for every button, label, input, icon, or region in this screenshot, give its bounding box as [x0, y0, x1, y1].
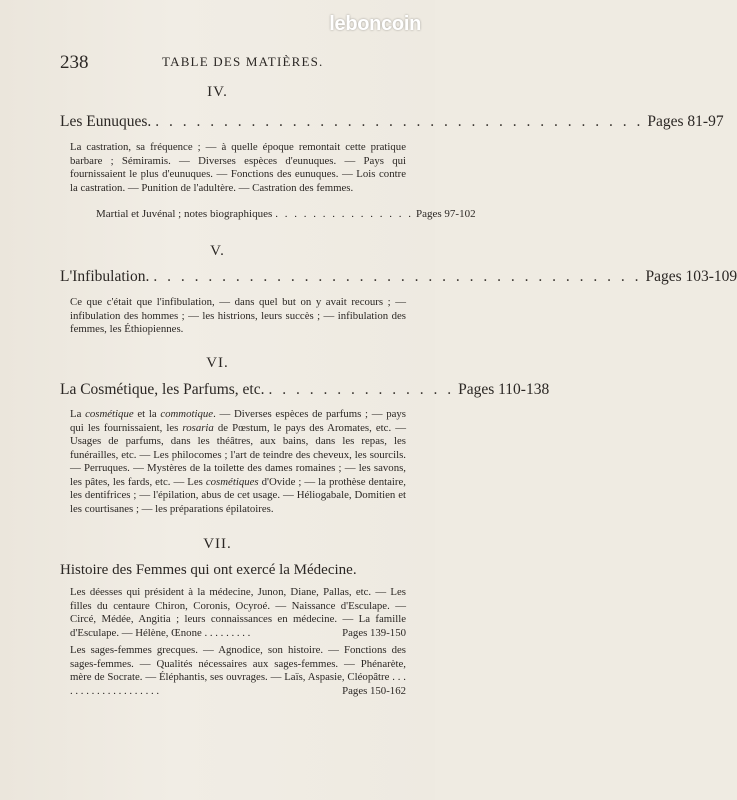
section-iv-subentry-title: Martial et Juvénal ; notes biographiques — [96, 208, 273, 220]
section-iv-subentry — [96, 208, 476, 220]
section-iv-title: Les Eunuques. — [60, 113, 152, 130]
section-vii-summary-1 — [70, 586, 406, 640]
italic-term: commotique — [160, 408, 214, 420]
dot-leader: . . . . . . . . . . . . . . — [268, 381, 455, 398]
dot-leader: . . . . . . . . . . . . . . . . . . . . . . . . . . . . . . . . . . . . — [153, 268, 642, 285]
section-vii-title: Histoire des Femmes qui ont exercé la Médecine. — [60, 562, 357, 578]
text-run: . — Diverses espèces de parfums ; — pays qui les fournissaient, les — [70, 408, 406, 434]
section-vi-heading — [60, 381, 550, 399]
dot-leader: . . . . . . . . . — [204, 626, 251, 639]
text-run: La — [70, 408, 86, 420]
section-vi-summary — [70, 408, 406, 516]
section-iv-numeral: IV. — [207, 84, 228, 100]
text-run: Les déesses qui président à la médecine, Junon, Diane, Pallas, etc. — Les filles du centaure Chiron, Coronis, Ocyroé. — Naissance d'Esculape. — Circé, Médée, Angitia ; leurs connaissances en médecine. — La famille d'Esculape. — Hélène, Œnone — [70, 586, 406, 639]
section-iv-pages: Pages 81-97 — [647, 113, 724, 130]
section-vii-pages-2: Pages 150-162 — [342, 684, 406, 697]
dot-leader: . . . . . . . . . . . . . . . . . . . . . . . . . . . . . . . . . . . . — [155, 113, 644, 130]
text-run: Les sages-femmes grecques. — Agnodice, son histoire. — Fonctions des sages-femmes. — Qualités nécessaires aux sages-femmes. — Phénarète, mère de Socrate. — Éléphantis, ses ouvrages. — Laïs, Aspasie, Cléopâtre — [70, 644, 406, 683]
section-v-summary: Ce que c'était que l'infibulation, — dans quel but on y avait recours ; — infibulation des hommes ; — les histrions, leurs succès ; — infibulation des femmes, les Éthiopiennes. — [70, 296, 406, 335]
dot-leader: . . . . . . . . . . . . . . . . . . . . — [70, 671, 406, 697]
section-vi-title: La Cosmétique, les Parfums, etc. — [60, 381, 265, 398]
section-v-pages: Pages 103-109 — [645, 268, 737, 285]
section-v-title: L'Infibulation. — [60, 268, 150, 285]
italic-term: cosmétiques — [205, 475, 259, 488]
section-iv-subentry-pages: Pages 97-102 — [416, 208, 476, 220]
italic-term: rosaria — [182, 421, 214, 434]
section-v-numeral: V. — [210, 243, 225, 259]
page-number: 238 — [60, 52, 89, 73]
section-vi-numeral: VI. — [206, 355, 229, 371]
text-run: de Pœstum, le pays des Aromates, etc. — Usages de parfums, dans les théâtres, aux bains, dans les repas, les funérailles, etc. — Les philocomes ; l'art de teindre des cheveux, les sourcils. — Perruques. — Mystères de la toilette des dames romaines ; — les savons, les pâtes, les fards, etc. — Les — [70, 421, 406, 488]
section-vii-numeral: VII. — [203, 536, 232, 552]
section-vii-summary-2 — [70, 644, 406, 698]
section-v-heading — [60, 268, 737, 286]
italic-term: cosmétique — [85, 408, 134, 420]
watermark-logo: leboncoin — [329, 13, 421, 35]
running-title: TABLE DES MATIÈRES. — [162, 54, 324, 69]
running-header — [0, 50, 435, 74]
section-vii-pages-1: Pages 139-150 — [342, 626, 406, 639]
text-run: d'Ovide ; — la prothèse dentaire, les dentifrices ; — l'épilation, abus de cet usage. — Héliogabale, Domitien et les courtisanes ; — les préparations épilatoires. — [70, 475, 406, 515]
dot-leader: . . . . . . . . . . . . . . . — [275, 208, 414, 220]
section-vi-pages: Pages 110-138 — [458, 381, 550, 398]
section-iv-heading — [60, 113, 724, 131]
section-iv-summary: La castration, sa fréquence ; — à quelle époque remontait cette pratique barbare ; Sémiramis. — Diverses espèces d'eunuques. — Pays qui fournissaient le plus d'eunuques. — Fonctions des eunuques. — Lois contre la castration. — Punition de l'adultère. — Castration des femmes. — [70, 141, 406, 194]
text-run: et la — [133, 408, 161, 420]
